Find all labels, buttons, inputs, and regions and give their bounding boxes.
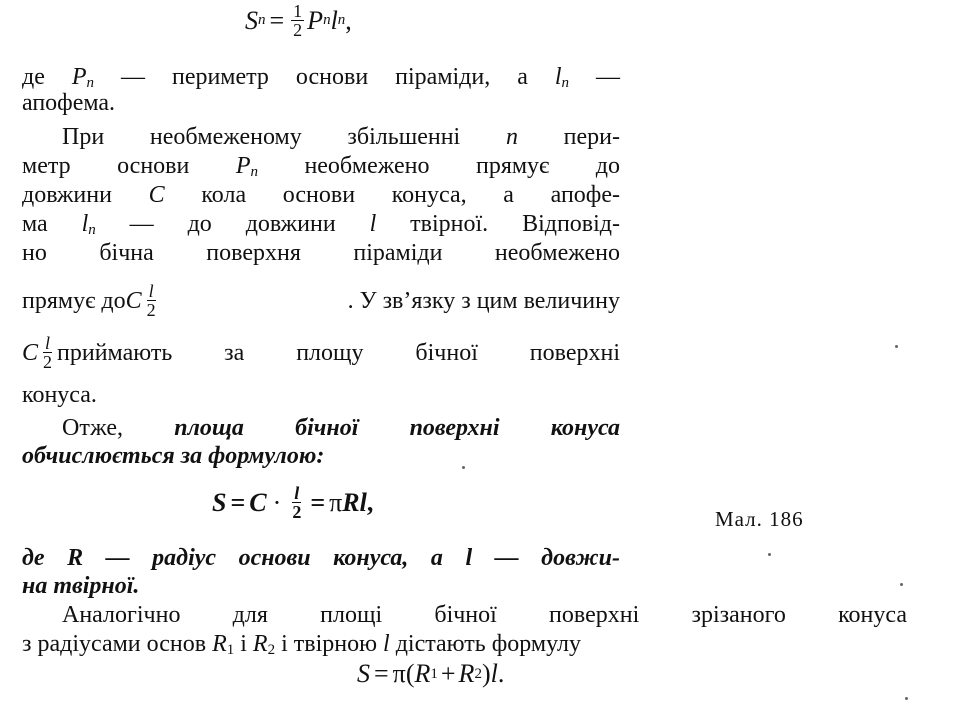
- scan-speck: [905, 697, 908, 700]
- scan-speck: [768, 553, 771, 556]
- text-line: де R — радіус основи конуса, а l — довжи-: [22, 545, 620, 571]
- text-line: но бічна поверхня піраміди необмежено: [22, 240, 620, 266]
- formula-lateral-frustum: S = π ( R 1 + R 2 ) l .: [357, 659, 505, 688]
- text-line: метр основи $P_n$ необмежено прямує до: [22, 153, 621, 180]
- text-line: ма $l_n$ — до довжини l твірної. Відповід-: [22, 211, 620, 238]
- fraction-l-over-2: $\frac{l}{2}$: [43, 333, 53, 372]
- text-line: обчислюється за формулою:: [22, 443, 325, 469]
- fraction-l-over-2: $\frac{l}{2}$: [146, 281, 156, 320]
- figure-caption: Мал. 186: [715, 507, 804, 531]
- formula-lateral-pyramid: S n = $\frac{1}{2}$ P n l n ,: [245, 1, 352, 40]
- text-line: При необмеженому збільшенні n пери-: [62, 124, 620, 150]
- scan-speck: [895, 345, 898, 348]
- text-line: з радіусами основ $R_1$ і $R_2$ і твірною l дістають формулу: [22, 631, 582, 658]
- formula-lateral-cone: S = C · $\frac{l}{2}$ = π Rl ,: [212, 483, 374, 522]
- text-line-with-fraction: C $\frac{l}{2}$ приймають за площу бічної поверхні: [22, 333, 620, 372]
- text-line: на твірної.: [22, 573, 140, 599]
- text-line: конуса.: [22, 382, 97, 408]
- fraction-l-over-2: $\frac{l}{2}$: [292, 483, 302, 522]
- text-line: Отже, площа бічної поверхні конуса: [62, 415, 620, 441]
- text-line: де $P_n$ — периметр основи піраміди, а $l_n$ —: [22, 64, 620, 91]
- text-line: довжини C кола основи конуса, а апофе-: [22, 182, 621, 208]
- text-line: апофема.: [22, 90, 116, 116]
- text-line-with-fraction: прямує до C $\frac{l}{2}$ . У зв’язку з цим величину: [22, 281, 620, 320]
- scan-speck: [900, 583, 903, 586]
- text-line: Аналогічно для площі бічної поверхні зрізаного конуса: [62, 602, 907, 628]
- scan-speck: [462, 466, 465, 469]
- fraction-one-half: $\frac{1}{2}$: [293, 1, 303, 40]
